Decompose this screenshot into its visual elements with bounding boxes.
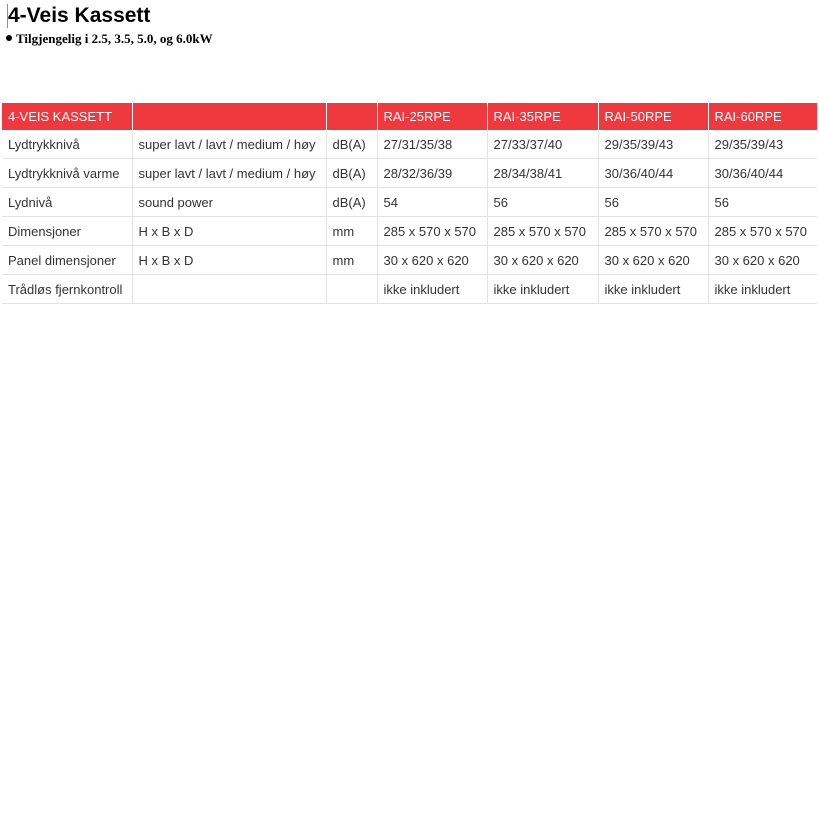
header-model-rai-50rpe: RAI-50RPE <box>598 103 708 130</box>
cell-value: ikke inkludert <box>598 275 708 304</box>
cell-value: 56 <box>708 188 817 217</box>
table-header-row <box>2 103 817 130</box>
cell-value: 30 x 620 x 620 <box>708 246 817 275</box>
row-unit <box>326 275 377 304</box>
table-row <box>2 217 817 246</box>
row-unit: dB(A) <box>326 130 377 159</box>
spec-table <box>2 103 817 304</box>
table-row <box>2 159 817 188</box>
header-product: 4-VEIS KASSETT <box>2 103 132 130</box>
table-row <box>2 246 817 275</box>
cell-value: 56 <box>487 188 598 217</box>
row-unit: mm <box>326 217 377 246</box>
cell-value: 28/32/36/39 <box>377 159 487 188</box>
bullet-icon <box>6 35 12 41</box>
cell-value: ikke inkludert <box>377 275 487 304</box>
availability-text: Tilgjengelig i 2.5, 3.5, 5.0, og 6.0kW <box>16 31 213 46</box>
cell-value: 54 <box>377 188 487 217</box>
cell-value: 30 x 620 x 620 <box>487 246 598 275</box>
row-condition <box>132 275 326 304</box>
header-model-rai-60rpe: RAI-60RPE <box>708 103 817 130</box>
cell-value: 285 x 570 x 570 <box>598 217 708 246</box>
cell-value: 27/31/35/38 <box>377 130 487 159</box>
header-model-rai-35rpe: RAI-35RPE <box>487 103 598 130</box>
row-unit: dB(A) <box>326 188 377 217</box>
cell-value: 28/34/38/41 <box>487 159 598 188</box>
header-model-rai-25rpe: RAI-25RPE <box>377 103 487 130</box>
cell-value: ikke inkludert <box>708 275 817 304</box>
row-label: Lydtrykknivå varme <box>2 159 132 188</box>
cell-value: 56 <box>598 188 708 217</box>
table-row <box>2 130 817 159</box>
cell-value: 29/35/39/43 <box>598 130 708 159</box>
table-row <box>2 188 817 217</box>
row-condition: H x B x D <box>132 217 326 246</box>
cell-value: 27/33/37/40 <box>487 130 598 159</box>
cell-value: 30 x 620 x 620 <box>598 246 708 275</box>
cell-value: 285 x 570 x 570 <box>487 217 598 246</box>
row-condition: super lavt / lavt / medium / høy <box>132 130 326 159</box>
header-condition <box>132 103 326 130</box>
row-label: Dimensjoner <box>2 217 132 246</box>
row-condition: H x B x D <box>132 246 326 275</box>
cell-value: 30 x 620 x 620 <box>377 246 487 275</box>
row-condition: super lavt / lavt / medium / høy <box>132 159 326 188</box>
row-label: Trådløs fjernkontroll <box>2 275 132 304</box>
row-label: Lydtrykknivå <box>2 130 132 159</box>
row-label: Panel dimensjoner <box>2 246 132 275</box>
cell-value: 285 x 570 x 570 <box>708 217 817 246</box>
header-unit <box>326 103 377 130</box>
table-row <box>2 275 817 304</box>
availability-note <box>6 31 213 47</box>
row-unit: dB(A) <box>326 159 377 188</box>
cell-value: 30/36/40/44 <box>598 159 708 188</box>
row-unit: mm <box>326 246 377 275</box>
cell-value: ikke inkludert <box>487 275 598 304</box>
row-label: Lydnivå <box>2 188 132 217</box>
cell-value: 30/36/40/44 <box>708 159 817 188</box>
cell-value: 285 x 570 x 570 <box>377 217 487 246</box>
row-condition: sound power <box>132 188 326 217</box>
cell-value: 29/35/39/43 <box>708 130 817 159</box>
page-title: 4-Veis Kassett <box>8 4 151 27</box>
